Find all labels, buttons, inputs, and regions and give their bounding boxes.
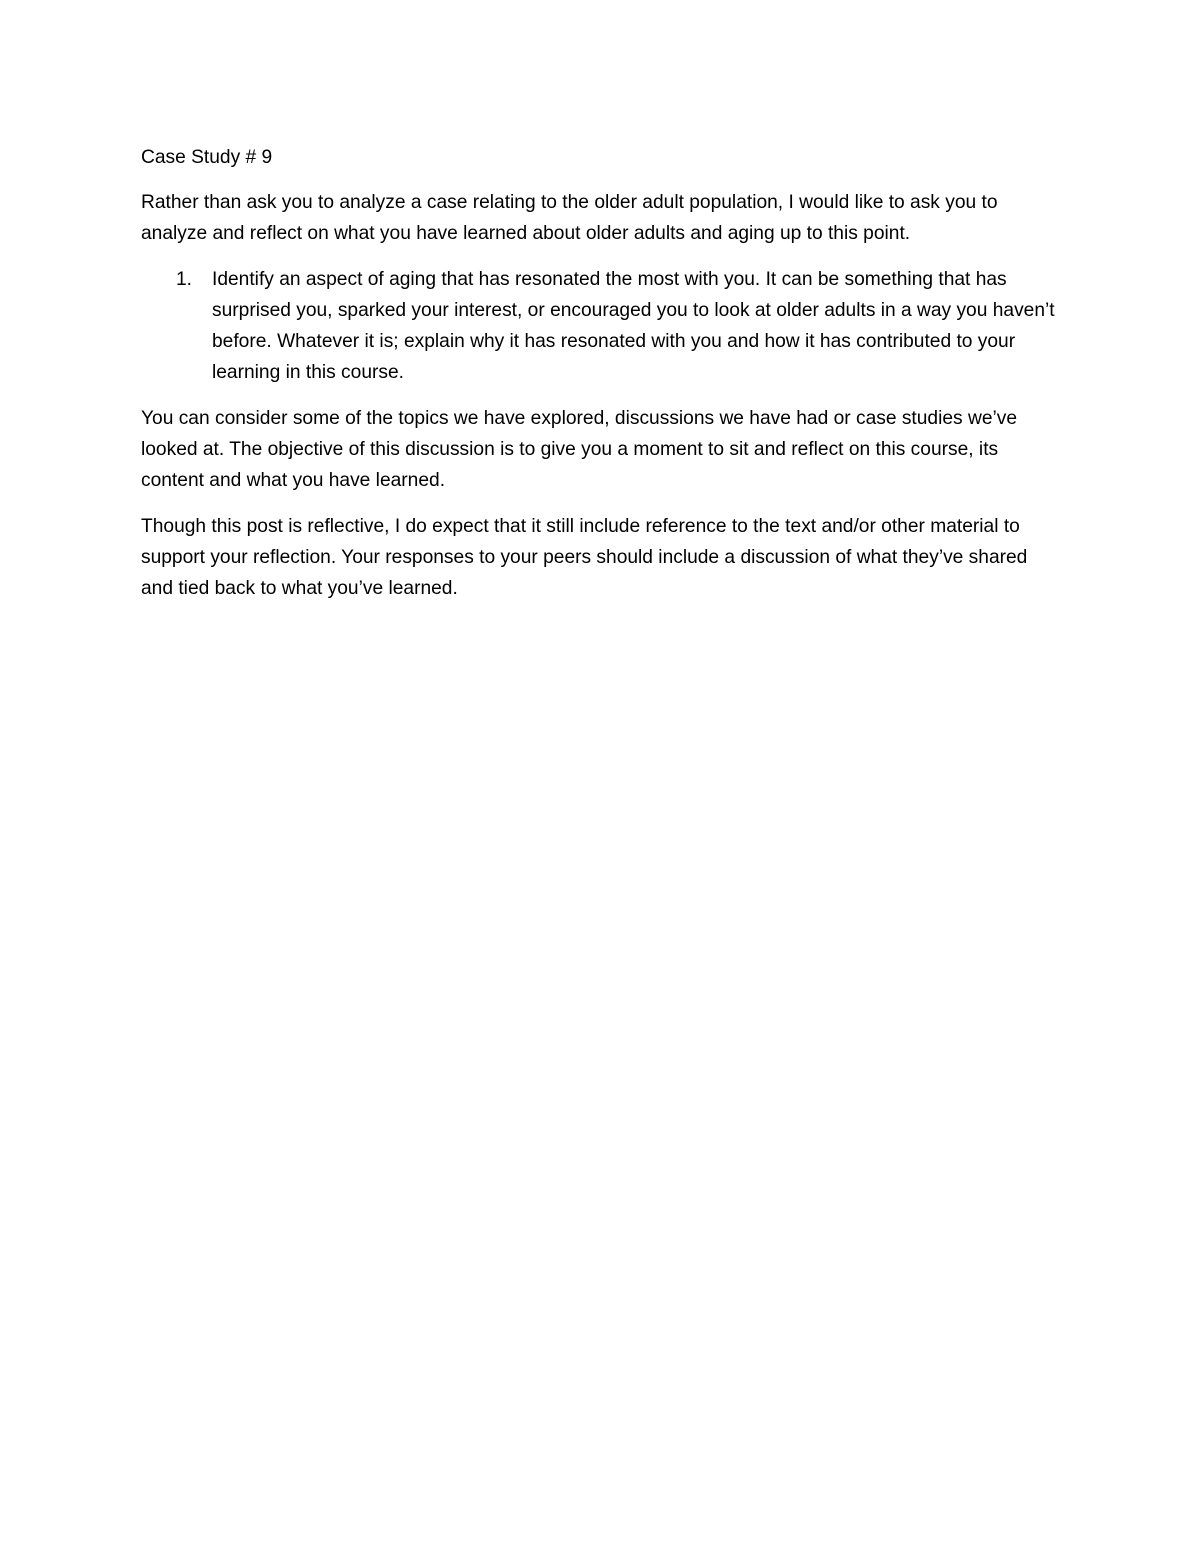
list-item [141,264,1061,388]
document-body [141,142,1061,619]
numbered-list [141,264,1061,388]
list-item-number: 1. [176,269,193,290]
document-title: Case Study # 9 [141,147,273,168]
topics-paragraph: You can consider some of the topics we have explored, discussions we have had or case studies we’ve looked at. The objective of this discussion is to give you a moment to sit and reflect on this course, its content and what you have learned. [141,408,1018,491]
list-item-text: Identify an aspect of aging that has resonated the most with you. It can be something that has surprised you, sparked your interest, or encouraged you to look at older adults in a way you haven’t before. Whatever it is; explain why it has resonated with you and how it has contributed to your learning in this course. [212,269,1055,383]
intro-paragraph: Rather than ask you to analyze a case relating to the older adult population, I would like to ask you to analyze and reflect on what you have learned about older adults and aging up to this point. [141,192,998,244]
expectations-paragraph: Though this post is reflective, I do expect that it still include reference to the text and/or other material to support your reflection. Your responses to your peers should include a discussion of what they’ve shared and tied back to what you’ve learned. [141,516,1028,599]
